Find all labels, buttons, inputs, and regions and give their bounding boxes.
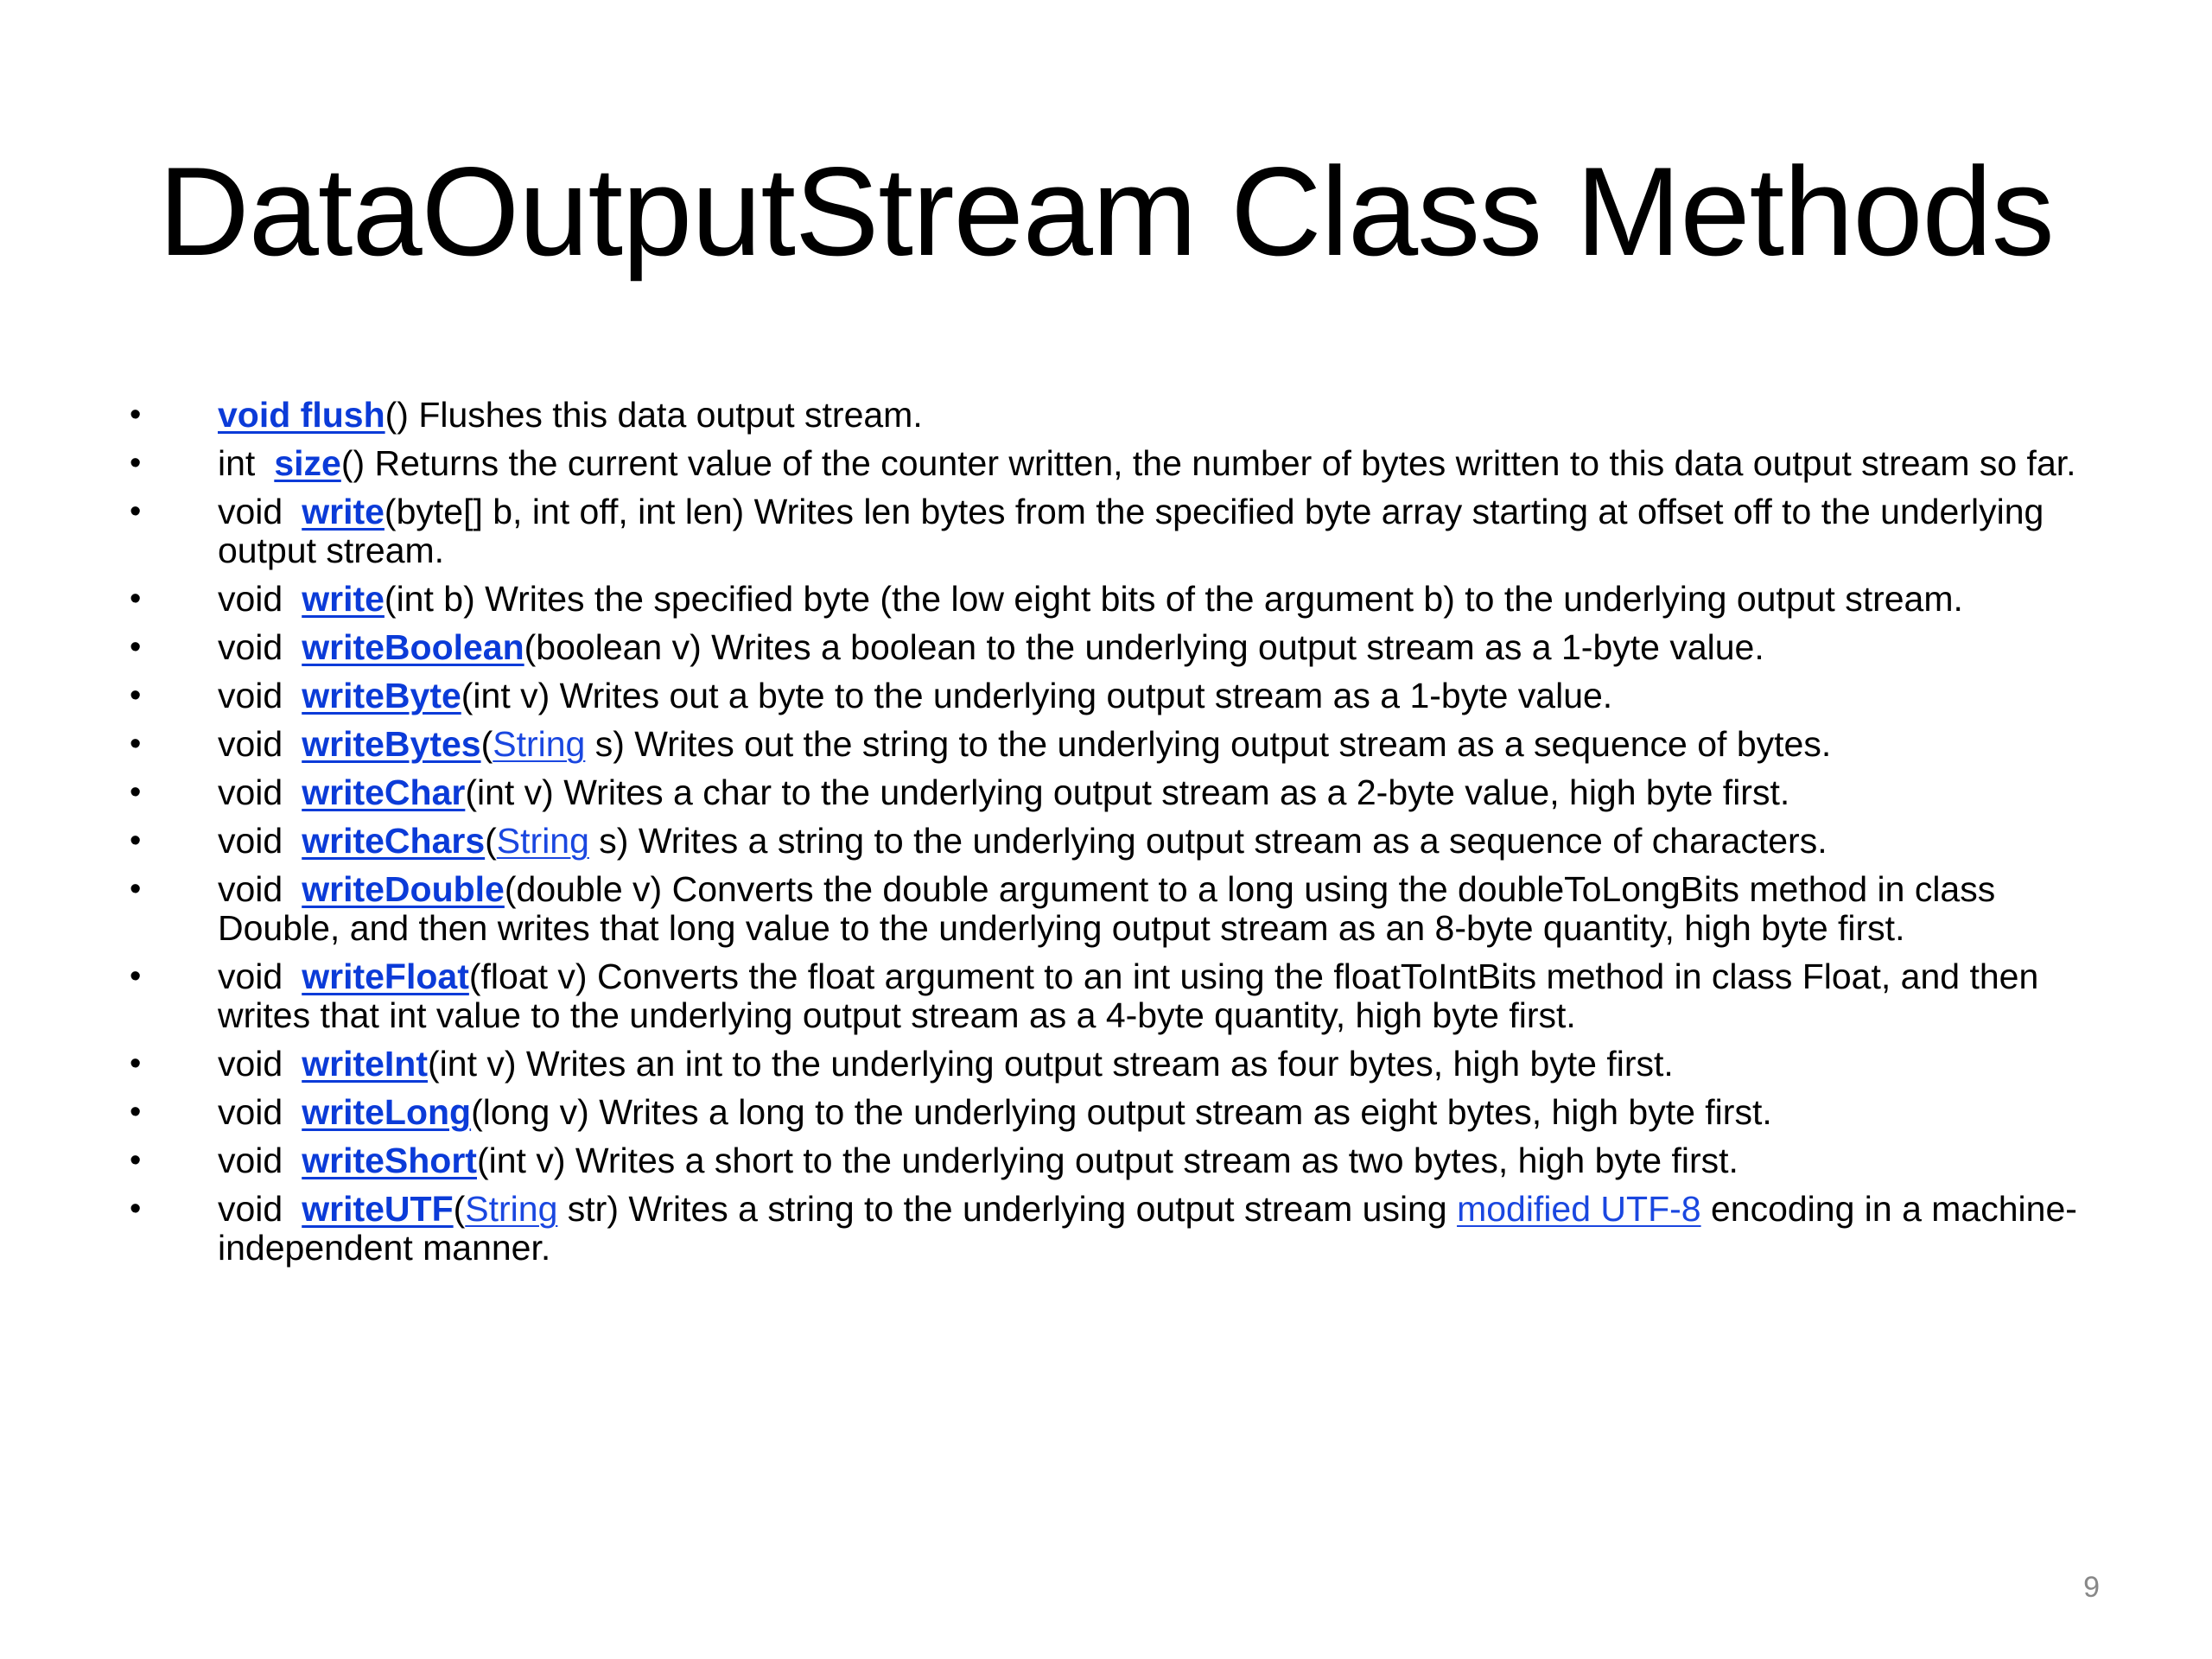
method-description-end: encoding in a machine-independent manner.: [218, 1189, 2077, 1268]
method-description: Flushes this data output stream.: [408, 395, 923, 435]
method-description: Writes a string to the underlying output stream as a sequence of characters.: [628, 821, 1827, 861]
bullet-icon: •: [130, 1094, 142, 1130]
method-link-writedouble[interactable]: writeDouble: [302, 869, 505, 909]
string-type-link[interactable]: String: [496, 821, 589, 861]
method-description: Writes the specified byte (the low eight bits of the argument b) to the underlying output stream.: [474, 579, 1963, 619]
return-type: void: [218, 579, 283, 619]
list-item: [130, 957, 2117, 1035]
return-type: void: [218, 627, 283, 667]
return-type: void: [218, 676, 283, 715]
bullet-icon: •: [130, 677, 142, 714]
string-type-link[interactable]: String: [493, 724, 586, 764]
method-link-size[interactable]: size: [274, 443, 341, 483]
list-item: [130, 628, 2117, 667]
method-params: (float v): [468, 957, 588, 996]
page-number: 9: [2083, 1571, 2100, 1604]
modified-utf8-link[interactable]: modified UTF-8: [1457, 1189, 1701, 1229]
method-description: Writes a string to the underlying output stream using: [618, 1189, 1458, 1229]
method-description: Writes a boolean to the underlying output stream as a 1-byte value.: [701, 627, 1764, 667]
method-params: (byte[] b, int off, int len): [384, 492, 745, 531]
method-link-writeshort[interactable]: writeShort: [302, 1141, 477, 1180]
list-item: [130, 1093, 2117, 1132]
list-item: [130, 1141, 2117, 1180]
list-item: [130, 870, 2117, 948]
method-params: (int v): [428, 1044, 517, 1084]
method-link-writeboolean[interactable]: writeBoolean: [302, 627, 524, 667]
bullet-icon: •: [130, 445, 142, 481]
method-params: (int v): [476, 1141, 566, 1180]
bullet-icon: •: [130, 581, 142, 617]
method-description: Returns the current value of the counter written, the number of bytes written to this data output stream so far.: [365, 443, 2076, 483]
method-description: Writes len bytes from the specified byte array starting at offset off to the underlying output stream.: [218, 492, 2044, 570]
bullet-icon: •: [130, 726, 142, 762]
method-params-close: str): [557, 1189, 619, 1229]
method-link-writechar[interactable]: writeChar: [302, 772, 466, 812]
method-params: (int v): [465, 772, 554, 812]
method-params: (double v): [504, 869, 663, 909]
bullet-icon: •: [130, 1142, 142, 1179]
list-item: [130, 677, 2117, 715]
method-description: Writes out the string to the underlying output stream as a sequence of bytes.: [624, 724, 1832, 764]
return-type: void: [218, 1189, 283, 1229]
list-item: [130, 725, 2117, 764]
list-item: [130, 580, 2117, 619]
bullet-icon: •: [130, 1191, 142, 1227]
method-link-flush[interactable]: void flush: [218, 395, 385, 435]
method-description: Writes a short to the underlying output stream as two bytes, high byte first.: [565, 1141, 1738, 1180]
bullet-icon: •: [130, 397, 142, 433]
method-params: (: [453, 1189, 466, 1229]
return-type: void: [218, 869, 283, 909]
bullet-icon: •: [130, 774, 142, 810]
method-link-writelong[interactable]: writeLong: [302, 1092, 472, 1132]
method-params: (long v): [471, 1092, 589, 1132]
method-params: (int b): [384, 579, 475, 619]
method-params: (int v): [461, 676, 550, 715]
method-description: Writes an int to the underlying output stream as four bytes, high byte first.: [516, 1044, 1674, 1084]
return-type: void: [218, 821, 283, 861]
method-description: Writes a long to the underlying output stream as eight bytes, high byte first.: [588, 1092, 1772, 1132]
method-link-write-int[interactable]: write: [302, 579, 385, 619]
string-type-link[interactable]: String: [465, 1189, 558, 1229]
method-list: [130, 396, 2117, 1277]
method-link-writefloat[interactable]: writeFloat: [302, 957, 469, 996]
bullet-icon: •: [130, 958, 142, 995]
list-item: [130, 444, 2117, 483]
bullet-icon: •: [130, 1046, 142, 1082]
method-link-writebytes[interactable]: writeBytes: [302, 724, 481, 764]
method-params-close: s): [585, 724, 625, 764]
bullet-icon: •: [130, 493, 142, 530]
list-item: [130, 1045, 2117, 1084]
bullet-icon: •: [130, 871, 142, 907]
list-item: [130, 773, 2117, 812]
method-params: (): [340, 443, 365, 483]
method-params: (: [480, 724, 493, 764]
method-description: Converts the double argument to a long using the doubleToLongBits method in class Double, and then writes that long value to the underlying output stream as an 8-byte quantity, high byte first.: [218, 869, 1996, 948]
return-type: void: [218, 1141, 283, 1180]
return-type: void: [218, 724, 283, 764]
method-link-write-array[interactable]: write: [302, 492, 385, 531]
method-description: Writes out a byte to the underlying output stream as a 1-byte value.: [550, 676, 1613, 715]
bullet-icon: •: [130, 823, 142, 859]
method-link-writeint[interactable]: writeInt: [302, 1044, 429, 1084]
bullet-icon: •: [130, 629, 142, 665]
list-item: [130, 1190, 2117, 1268]
return-type: void: [218, 957, 283, 996]
method-params: (: [485, 821, 497, 861]
return-type: void: [218, 1092, 283, 1132]
return-type: void: [218, 492, 283, 531]
return-type: int: [218, 443, 256, 483]
method-link-writeutf[interactable]: writeUTF: [302, 1189, 454, 1229]
list-item: [130, 822, 2117, 861]
list-item: [130, 396, 2117, 435]
method-params: (boolean v): [524, 627, 702, 667]
method-description: Writes a char to the underlying output stream as a 2-byte value, high byte first.: [553, 772, 1790, 812]
method-link-writebyte[interactable]: writeByte: [302, 676, 461, 715]
method-link-writechars[interactable]: writeChars: [302, 821, 486, 861]
method-params-close: s): [588, 821, 629, 861]
method-params: (): [385, 395, 409, 435]
list-item: [130, 493, 2117, 570]
method-description: Converts the float argument to an int using the floatToIntBits method in class Float, and then writes that int value to the underlying output stream as a 4-byte quantity, high byte first.: [218, 957, 2039, 1035]
slide-title: DataOutputStream Class Methods: [158, 141, 2054, 282]
return-type: void: [218, 1044, 283, 1084]
return-type: void: [218, 772, 283, 812]
